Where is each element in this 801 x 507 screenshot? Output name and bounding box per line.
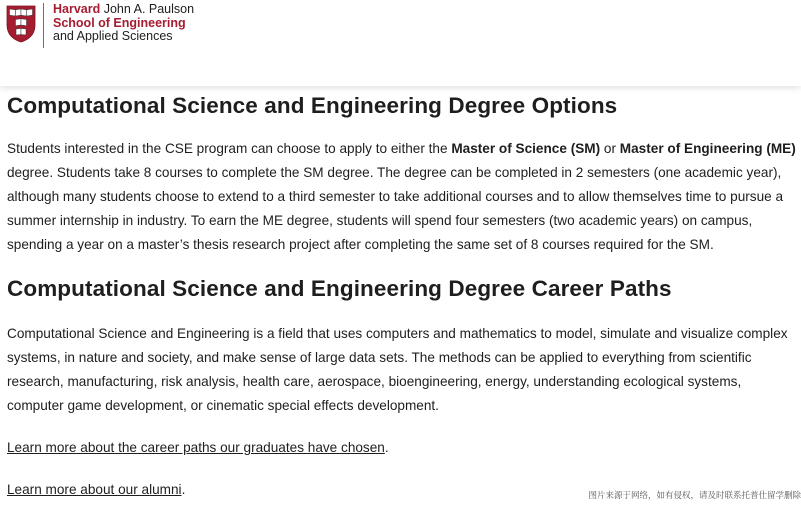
degree-options-heading: Computational Science and Engineering Degree Options: [7, 93, 618, 118]
image-source-watermark: 图片来源于网络，如有侵权，请及时联系托普仕留学删除: [588, 491, 801, 501]
seas-wordmark: [53, 3, 203, 44]
wordmark-line-1: [53, 3, 203, 17]
career-link-period: .: [384, 440, 389, 455]
alumni-link[interactable]: Learn more about our alumni: [7, 482, 182, 497]
degree-text-c: degree. Students take 8 courses to complete the SM degree. The degree can be completed in 2 semesters (one academic year), although many students choose to extend to a third semester to take additional courses and to allow themselves time to pursue a summer internship in industry. To earn the ME degree, students will spend four semesters (two academic years) on campus, spending a year on a master’s thesis research project after completing the same set of 8 courses required for the SM.: [7, 165, 784, 252]
alumni-link-period: .: [181, 482, 186, 497]
career-paths-link[interactable]: Learn more about the career paths our graduates have chosen: [7, 440, 385, 455]
career-paths-paragraph: Computational Science and Engineering is a field that uses computers and mathematics to model, simulate and visualize complex systems, in nature and society, and make sense of large data sets. The methods can be applied to everything from scientific research, manufacturing, risk analysis, health care, aerospace, bioengineering, energy, understanding ecological systems, computer game development, or cinematic special effects development.: [7, 326, 788, 413]
harvard-veritas-shield-icon: [6, 5, 36, 43]
wordmark-line-3: and Applied Sciences: [53, 29, 173, 43]
degree-sm-label: Master of Science (SM): [451, 141, 601, 156]
logo-divider: [43, 3, 44, 48]
degree-text-b: or: [600, 141, 620, 156]
wordmark-paulson: John A. Paulson: [100, 2, 195, 16]
site-header: [0, 0, 801, 86]
degree-me-label: Master of Engineering (ME): [619, 141, 796, 156]
career-paths-heading: Computational Science and Engineering Degree Career Paths: [7, 276, 672, 301]
degree-text-a: Students interested in the CSE program can choose to apply to either the: [7, 141, 452, 156]
degree-options-paragraph: [7, 137, 797, 257]
career-link-paragraph: [7, 436, 797, 460]
wordmark-line-2: School of Engineering: [53, 15, 186, 30]
main-content: [7, 89, 797, 502]
wordmark-harvard: Harvard: [53, 2, 101, 16]
